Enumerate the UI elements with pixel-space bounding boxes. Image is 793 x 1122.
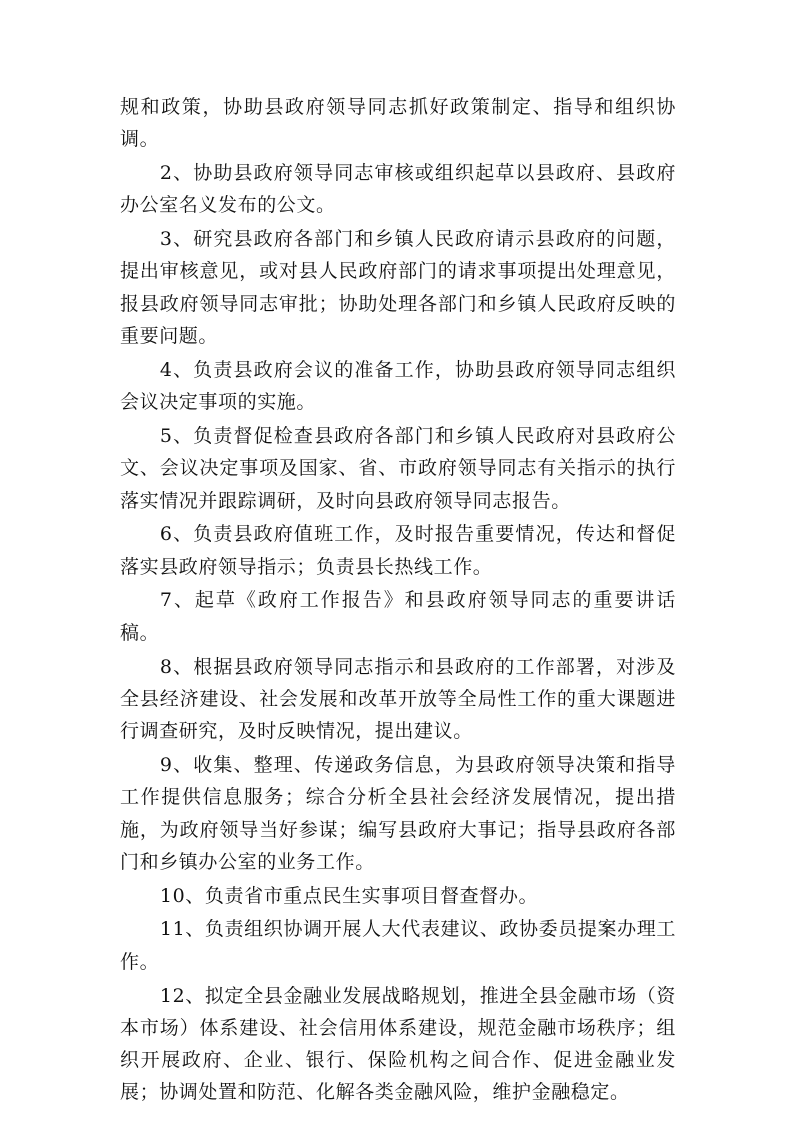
paragraph-item-10: 10、负责省市重点民生实事项目督查督办。 — [159, 884, 539, 907]
paragraph-item-6: 6、负责县政府值班工作，及时报告重要情况，传达和督促落实县政府领导指示；负责县长热线工作。 — [120, 523, 676, 578]
paragraph-item-9: 9、收集、整理、传递政务信息，为县政府领导决策和指导工作提供信息服务；综合分析全县社会经济发展情况，提出措施，为政府领导当好参谋；编写县政府大事记；指导县政府各部门和乡镇办公室的业务工作。 — [120, 753, 676, 873]
paragraph-item-7: 7、起草《政府工作报告》和县政府领导同志的重要讲话稿。 — [120, 589, 676, 644]
paragraph-item-12: 12、拟定全县金融业发展战略规划，推进全县金融市场（资本市场）体系建设、社会信用体系建设，规范金融市场秩序；组织开展政府、企业、银行、保险机构之间合作、促进金融业发展；协调处置和防范、化解各类金融风险，维护金融稳定。 — [120, 984, 676, 1104]
paragraph-item-4: 4、负责县政府会议的准备工作，协助县政府领导同志组织会议决定事项的实施。 — [120, 358, 676, 414]
paragraph-item-5: 5、负责督促检查县政府各部门和乡镇人民政府对县政府公文、会议决定事项及国家、省、市政府领导同志有关指示的执行落实情况并跟踪调研，及时向县政府领导同志报告。 — [120, 424, 676, 512]
paragraph-item-11: 11、负责组织协调开展人大代表建议、政协委员提案办理工作。 — [120, 918, 676, 973]
document-body — [120, 91, 676, 1110]
paragraph-item-8: 8、根据县政府领导同志指示和县政府的工作部署，对涉及全县经济建设、社会发展和改革开放等全局性工作的重大课题进行调查研究，及时反映情况，提出建议。 — [120, 655, 676, 743]
paragraph-item-3: 3、研究县政府各部门和乡镇人民政府请示县政府的问题，提出审核意见，或对县人民政府部门的请求事项提出处理意见，报县政府领导同志审批；协助处理各部门和乡镇人民政府反映的重要问题。 — [120, 228, 676, 348]
paragraph-item-2: 2、协助县政府领导同志审核或组织起草以县政府、县政府办公室名义发布的公文。 — [120, 162, 676, 217]
paragraph-continued: 规和政策，协助县政府领导同志抓好政策制定、指导和组织协调。 — [120, 96, 676, 151]
